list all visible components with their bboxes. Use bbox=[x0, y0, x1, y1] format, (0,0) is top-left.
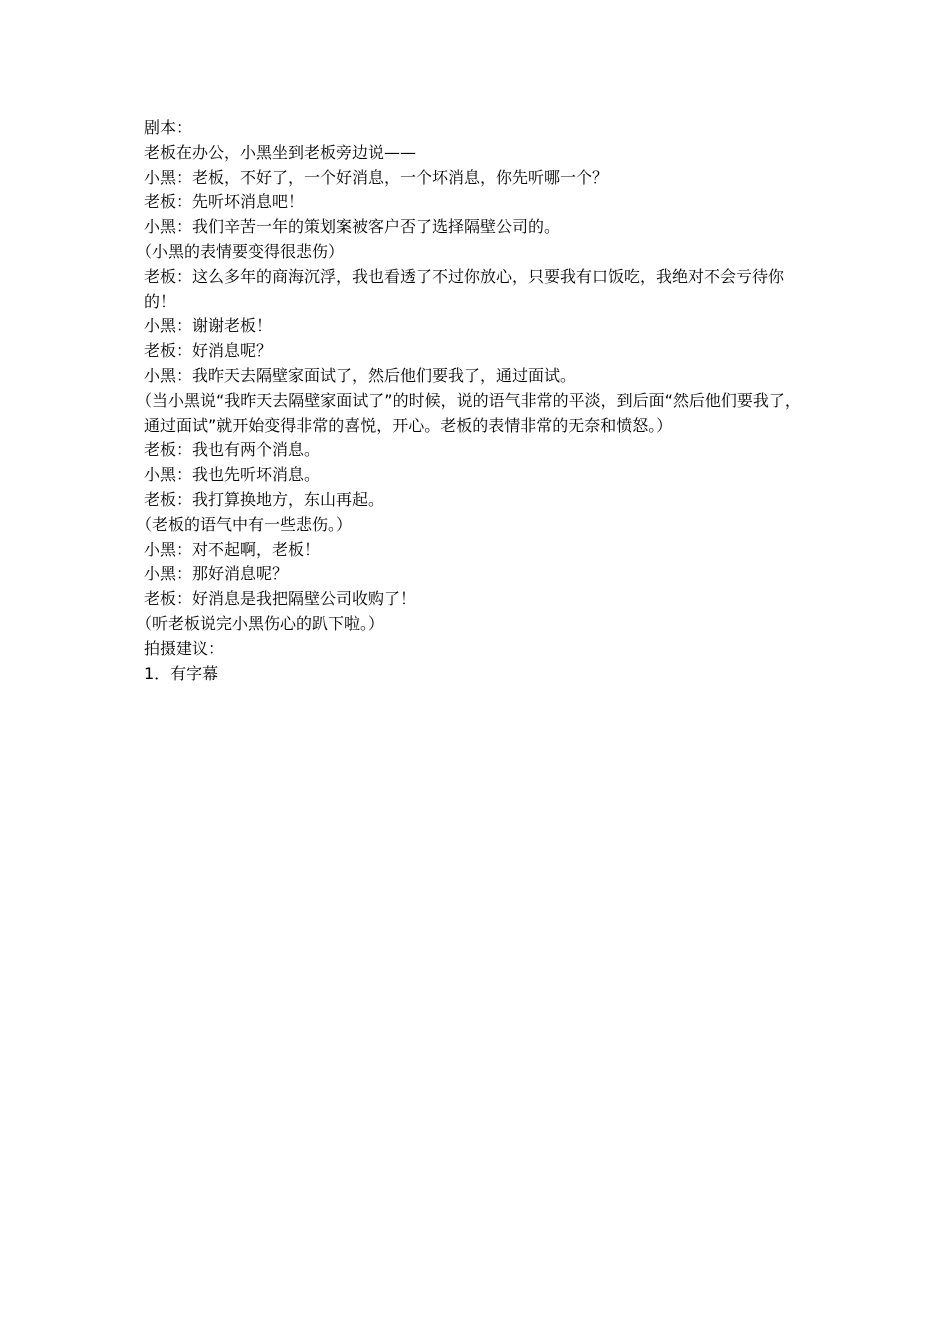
script-line: 小黑：我也先听坏消息。 bbox=[144, 465, 321, 485]
script-line: 小黑：那好消息呢？ bbox=[144, 564, 289, 584]
stage-direction: （当小黑说“我昨天去隔壁家面试了”的时候，说的语气非常的平淡，到后面“然后他们要我了，通过面试”就开始变得非常的喜悦，开心。老板的表情非常的无奈和愤怒。） bbox=[136, 390, 801, 435]
script-line: 小黑：对不起啊，老板！ bbox=[144, 539, 321, 559]
script-line: 小黑：我昨天去隔壁家面试了，然后他们要我了，通过面试。 bbox=[144, 365, 577, 385]
script-line: 老板在办公，小黑坐到老板旁边说—— bbox=[144, 142, 417, 162]
script-line: 小黑：我们辛苦一年的策划案被客户否了选择隔壁公司的。 bbox=[144, 217, 561, 237]
script-line: 老板：好消息呢？ bbox=[144, 341, 273, 361]
script-line: 老板：先听坏消息吧！ bbox=[144, 192, 305, 212]
suggestions-heading: 拍摄建议： bbox=[144, 638, 225, 658]
script-heading: 剧本： bbox=[144, 118, 193, 137]
script-line: 小黑：老板，不好了，一个好消息，一个坏消息，你先听哪一个？ bbox=[144, 167, 609, 187]
script-line: 老板：我打算换地方，东山再起。 bbox=[144, 489, 385, 509]
script-body bbox=[136, 116, 810, 686]
script-line: 小黑：谢谢老板！ bbox=[144, 316, 273, 336]
stage-direction: （听老板说完小黑伤心的趴下啦。） bbox=[136, 613, 385, 633]
stage-direction: （老板的语气中有一些悲伤。） bbox=[136, 514, 353, 534]
script-line: 老板：好消息是我把隔壁公司收购了！ bbox=[144, 589, 417, 609]
suggestion-item: 1．有字幕 bbox=[144, 663, 219, 683]
script-line: 老板：这么多年的商海沉浮，我也看透了不过你放心，只要我有口饭吃，我绝对不会亏待你的！ bbox=[144, 266, 785, 311]
script-line: 老板：我也有两个消息。 bbox=[144, 440, 321, 460]
stage-direction: （小黑的表情要变得很悲伤） bbox=[136, 241, 345, 261]
